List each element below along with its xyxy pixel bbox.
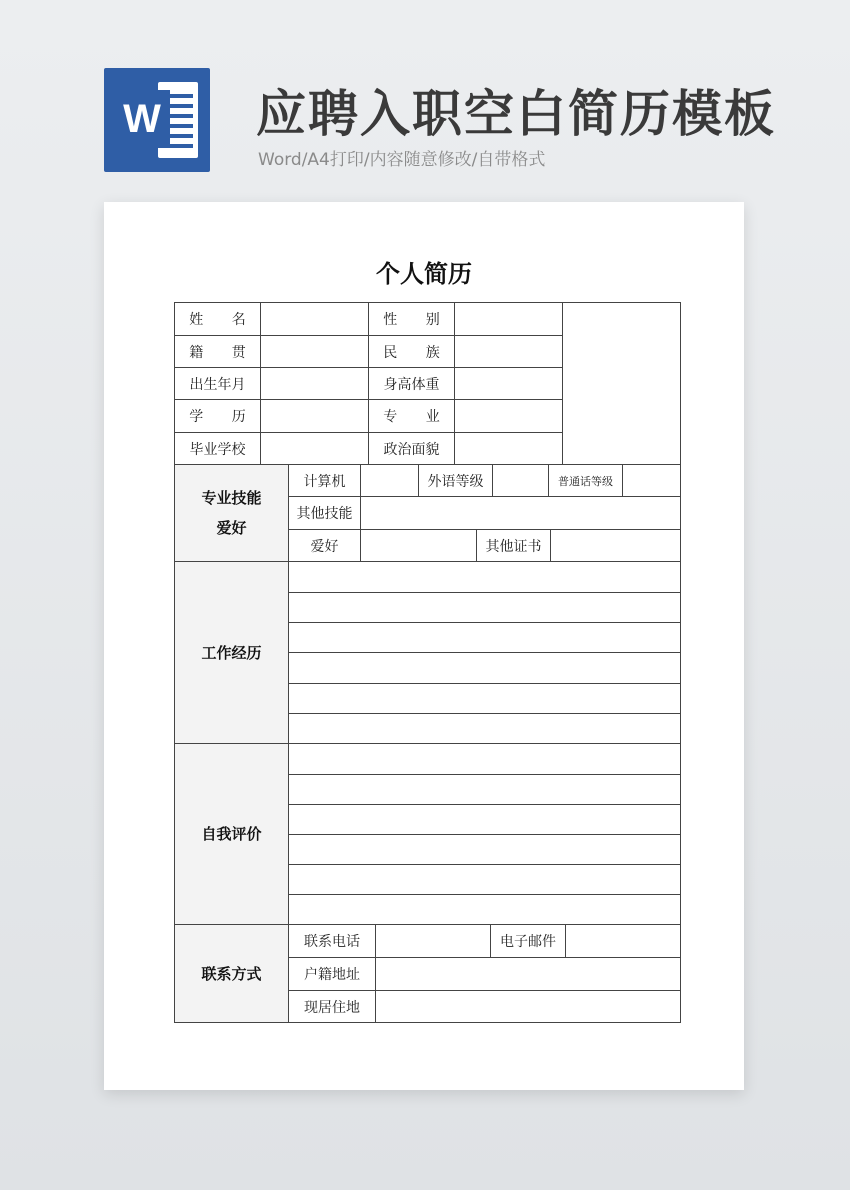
field-phone[interactable] xyxy=(375,924,490,957)
field-native-place[interactable] xyxy=(260,335,368,367)
self-eval-line[interactable] xyxy=(288,743,681,774)
field-ethnicity[interactable] xyxy=(454,335,562,367)
label-name: 姓 名 xyxy=(174,302,260,335)
section-self-eval: 自我评价 xyxy=(174,743,288,924)
self-eval-line[interactable] xyxy=(288,774,681,804)
field-height-weight[interactable] xyxy=(454,367,562,399)
logo-letter: W xyxy=(114,90,170,148)
label-native-place: 籍 贯 xyxy=(174,335,260,367)
work-line[interactable] xyxy=(288,592,681,622)
resume-title: 个人简历 xyxy=(376,260,472,288)
field-mandarin[interactable] xyxy=(622,464,681,496)
page-subtitle: Word/A4打印/内容随意修改/自带格式 xyxy=(258,150,546,170)
label-ethnicity: 民 族 xyxy=(368,335,454,367)
label-email: 电子邮件 xyxy=(490,924,565,957)
work-line[interactable] xyxy=(288,622,681,652)
word-logo-icon xyxy=(104,68,210,172)
field-gender[interactable] xyxy=(454,302,562,335)
label-other-skills: 其他技能 xyxy=(288,496,360,529)
self-eval-line[interactable] xyxy=(288,864,681,894)
section-work: 工作经历 xyxy=(174,561,288,743)
photo-box[interactable] xyxy=(562,302,681,464)
field-current-address[interactable] xyxy=(375,990,681,1023)
self-eval-line[interactable] xyxy=(288,834,681,864)
self-eval-line[interactable] xyxy=(288,804,681,834)
field-computer[interactable] xyxy=(360,464,418,496)
section-skills: 专业技能 爱好 xyxy=(174,464,288,561)
label-hobbies: 爱好 xyxy=(288,529,360,561)
field-name[interactable] xyxy=(260,302,368,335)
work-line[interactable] xyxy=(288,561,681,592)
work-line[interactable] xyxy=(288,683,681,713)
field-hobbies[interactable] xyxy=(360,529,476,561)
label-other-certs: 其他证书 xyxy=(476,529,550,561)
field-political[interactable] xyxy=(454,432,562,464)
label-computer: 计算机 xyxy=(288,464,360,496)
field-school[interactable] xyxy=(260,432,368,464)
field-major[interactable] xyxy=(454,399,562,432)
resume-page xyxy=(104,202,744,1090)
field-other-certs[interactable] xyxy=(550,529,681,561)
label-height-weight: 身高体重 xyxy=(368,367,454,399)
label-gender: 性 别 xyxy=(368,302,454,335)
field-other-skills[interactable] xyxy=(360,496,681,529)
work-line[interactable] xyxy=(288,713,681,743)
field-email[interactable] xyxy=(565,924,681,957)
label-phone: 联系电话 xyxy=(288,924,375,957)
field-registered-address[interactable] xyxy=(375,957,681,990)
label-education: 学 历 xyxy=(174,399,260,432)
label-political: 政治面貌 xyxy=(368,432,454,464)
field-education[interactable] xyxy=(260,399,368,432)
label-mandarin: 普通话等级 xyxy=(548,464,622,496)
label-school: 毕业学校 xyxy=(174,432,260,464)
label-birth: 出生年月 xyxy=(174,367,260,399)
label-current-address: 现居住地 xyxy=(288,990,375,1023)
label-foreign-language: 外语等级 xyxy=(418,464,492,496)
label-major: 专 业 xyxy=(368,399,454,432)
page-title: 应聘入职空白简历模板 xyxy=(256,85,776,143)
field-birth[interactable] xyxy=(260,367,368,399)
section-contact: 联系方式 xyxy=(174,924,288,1023)
field-foreign-language[interactable] xyxy=(492,464,548,496)
self-eval-line[interactable] xyxy=(288,894,681,924)
label-registered-address: 户籍地址 xyxy=(288,957,375,990)
work-line[interactable] xyxy=(288,652,681,683)
